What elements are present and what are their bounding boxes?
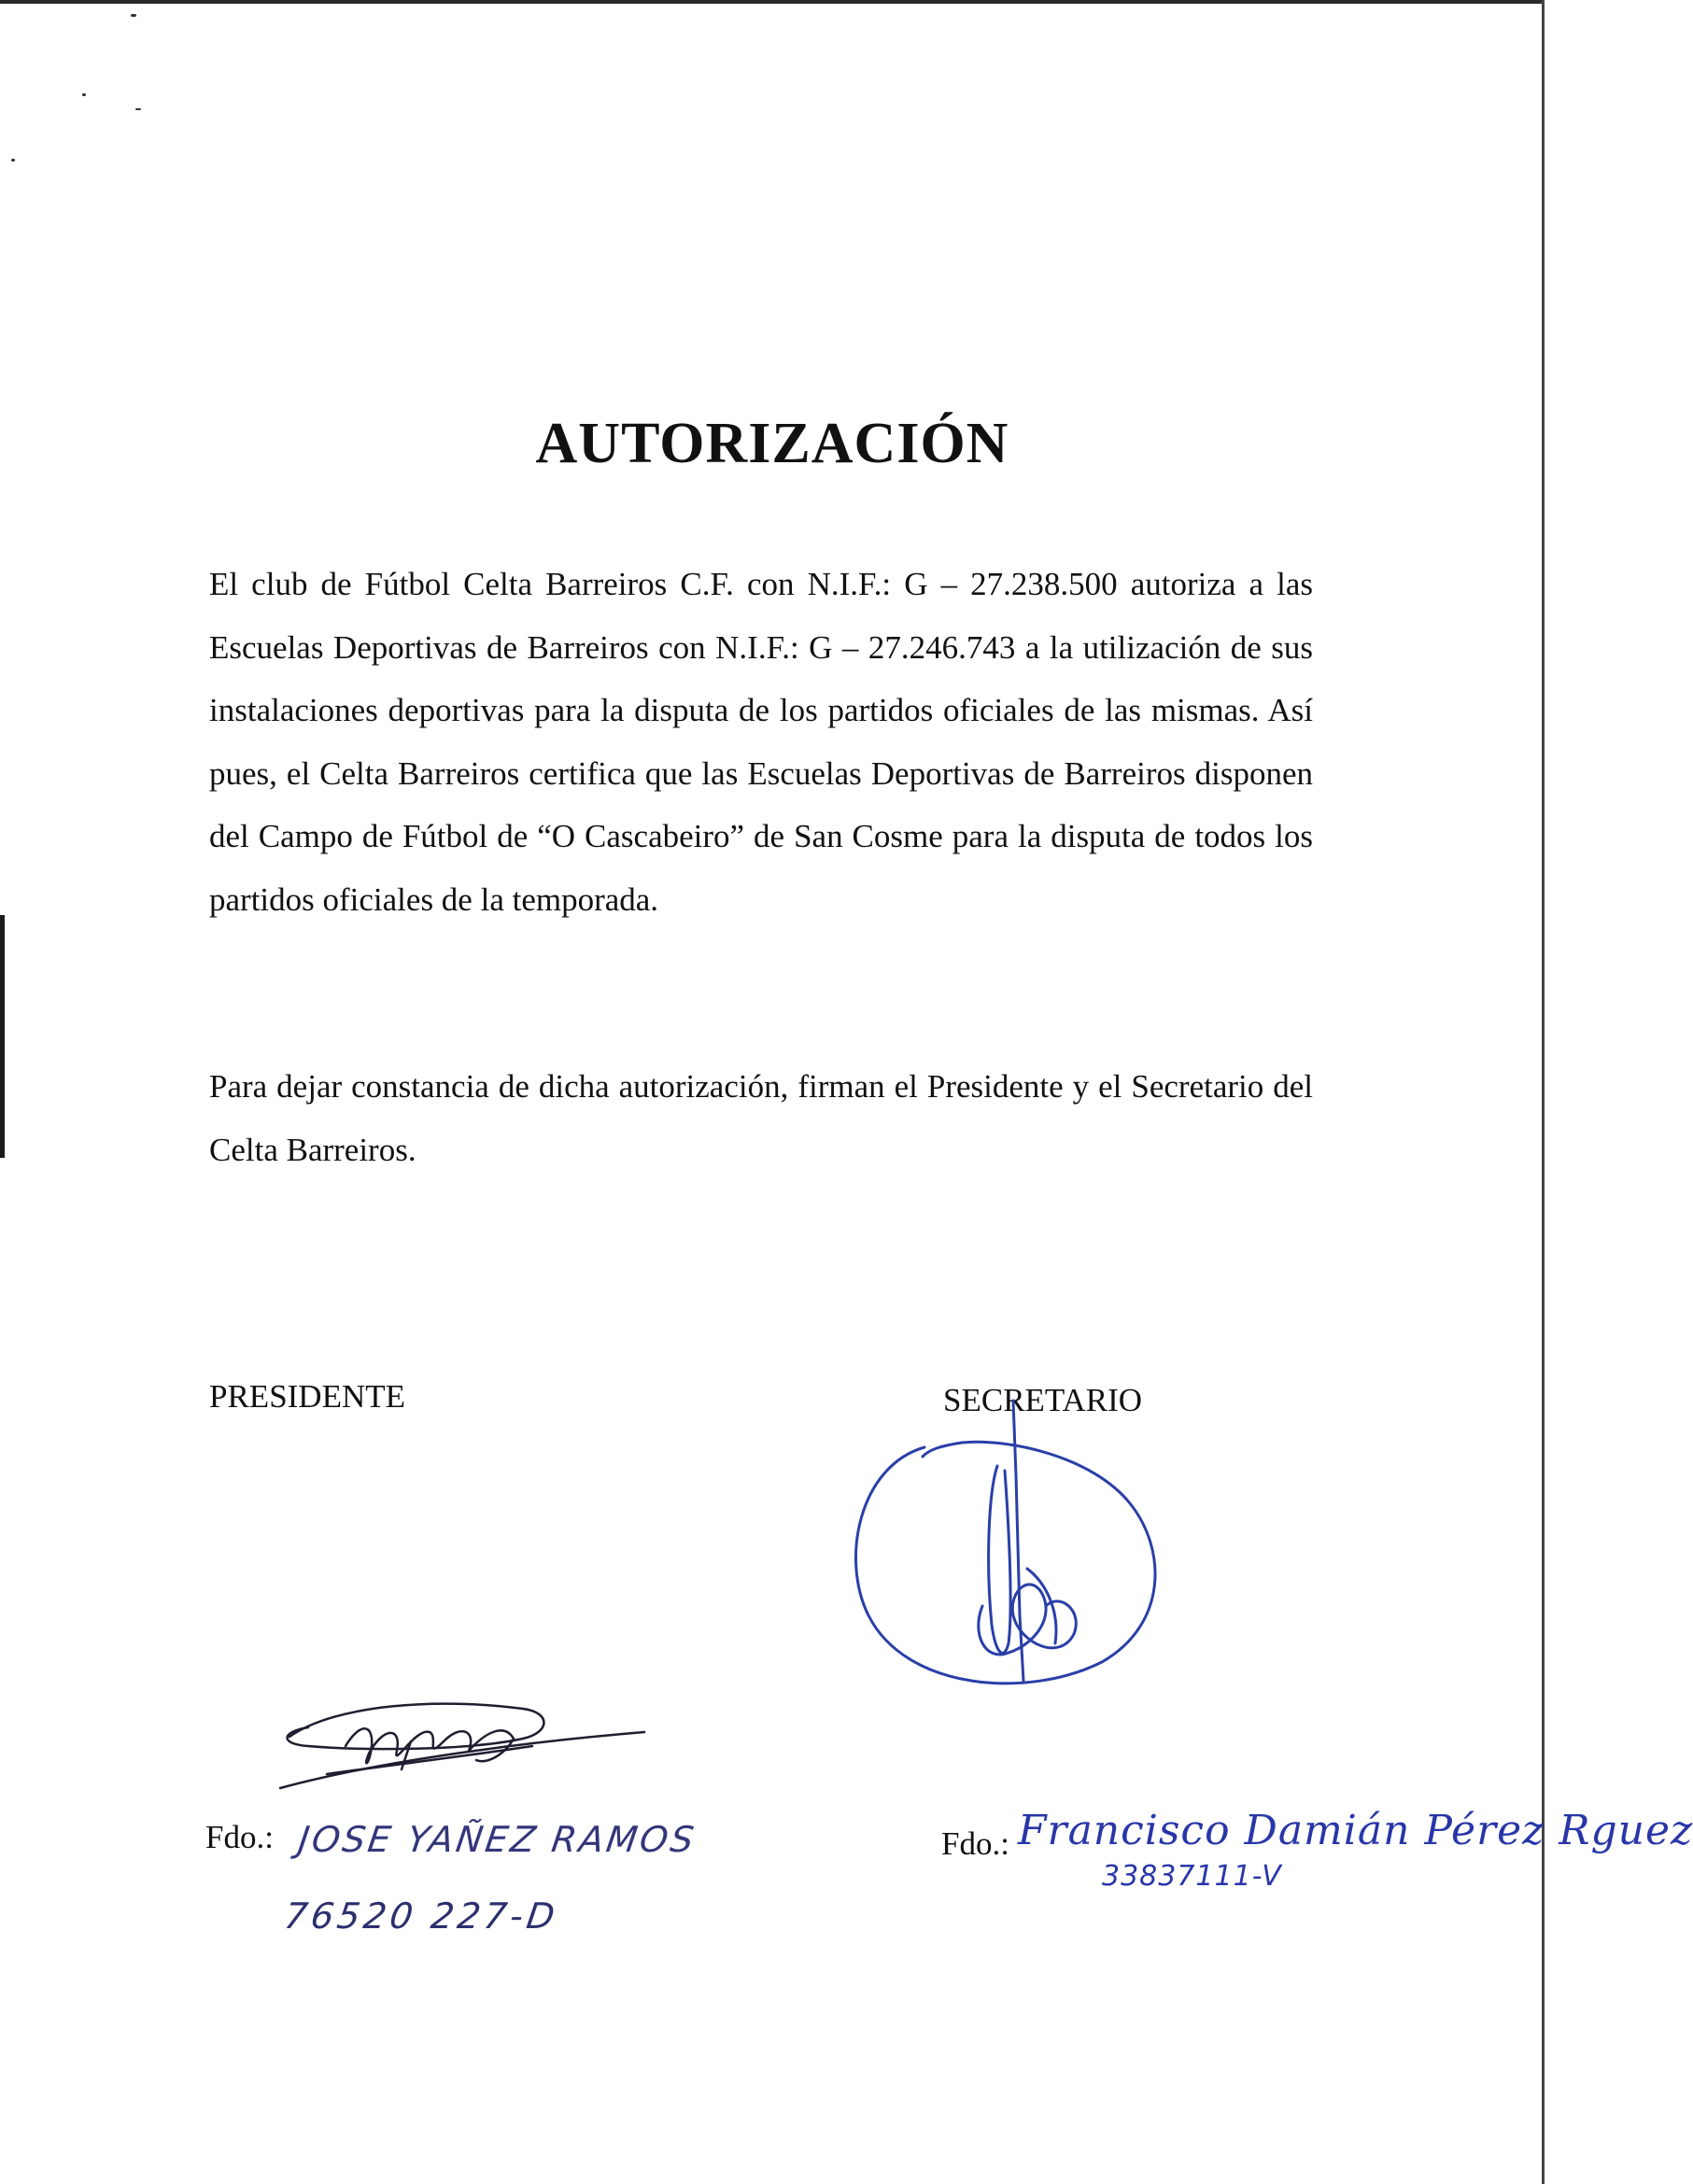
scan-edge-left bbox=[0, 915, 5, 1158]
president-role-label: PRESIDENTE bbox=[209, 1378, 405, 1415]
president-handwritten-name: JOSE YAÑEZ RAMOS bbox=[295, 1819, 699, 1860]
president-handwritten-id: 76520 227-D bbox=[281, 1895, 561, 1937]
scan-speck bbox=[11, 159, 15, 162]
president-fdo-label: Fdo.: bbox=[205, 1819, 274, 1855]
scan-speck bbox=[131, 14, 136, 17]
secretary-role-label: SECRETARIO bbox=[943, 1382, 1143, 1418]
scan-edge-top bbox=[0, 0, 1545, 4]
closing-paragraph: Para dejar constancia de dicha autorización, firman el Presidente y el Secretario del Celta Barreiros. bbox=[209, 1068, 1313, 1168]
scan-edge-right bbox=[1542, 0, 1545, 2184]
secretary-handwritten-id: 33837111-V bbox=[1102, 1860, 1282, 1893]
president-signature-scribble bbox=[252, 1681, 663, 1811]
secretary-handwritten-name: Francisco Damián Pérez Rguez bbox=[1018, 1807, 1693, 1854]
secretary-signature-scribble bbox=[822, 1382, 1177, 1718]
scan-speck bbox=[82, 93, 86, 96]
scan-speck bbox=[135, 108, 141, 110]
authorization-paragraph: El club de Fútbol Celta Barreiros C.F. con N.I.F.: G – 27.238.500 autoriza a las Escuelas Deportivas de Barreiros con N.I.F.: G – 27.246.743 a la utilización de sus instalaciones deportivas para la disputa de los partidos oficiales de las mismas. Así pues, el Celta Barreiros certifica que las Escuelas Deportivas de Barreiros disponen del Campo de Fútbol de “O Cascabeiro” de San Cosme para la disputa de todos los partidos oficiales de la temporada. bbox=[209, 566, 1313, 918]
document-title: AUTORIZACIÓN bbox=[535, 412, 1009, 475]
secretary-fdo-label: Fdo.: bbox=[941, 1825, 1009, 1862]
